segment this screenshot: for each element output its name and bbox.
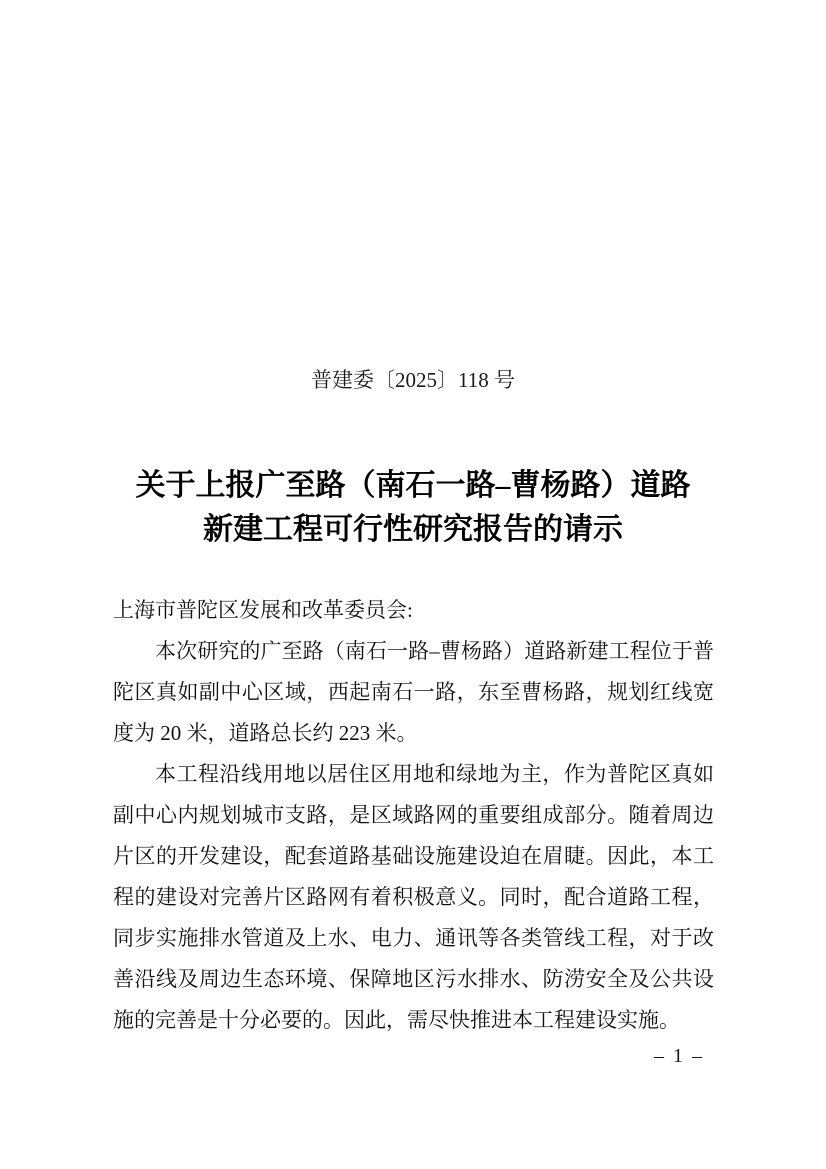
body-paragraph-1: 本次研究的广至路（南石一路–曹杨路）道路新建工程位于普陀区真如副中心区域，西起南石一路，东至曹杨路，规划红线宽度为 20 米，道路总长约 223 米。 bbox=[113, 639, 714, 745]
document-title bbox=[0, 464, 826, 552]
document-body bbox=[113, 590, 714, 1041]
document-title-line-2: 新建工程可行性研究报告的请示 bbox=[203, 513, 623, 546]
page-number: – 1 – bbox=[654, 1045, 704, 1067]
document-title-line-1: 关于上报广至路（南石一路–曹杨路）道路 bbox=[135, 469, 691, 502]
body-paragraph-2: 本工程沿线用地以居住区用地和绿地为主，作为普陀区真如副中心内规划城市支路，是区域路网的重要组成部分。随着周边片区的开发建设，配套道路基础设施建设迫在眉睫。因此，本工程的建设对完善片区路网有着积极意义。同时，配合道路工程，同步实施排水管道及上水、电力、通讯等各类管线工程，对于改善沿线及周边生态环境、保障地区污水排水、防涝安全及公共设施的完善是十分必要的。因此，需尽快推进本工程建设实施。 bbox=[113, 762, 714, 1032]
addressee-line: 上海市普陀区发展和改革委员会: bbox=[113, 598, 413, 622]
document-number: 普建委〔2025〕118 号 bbox=[311, 368, 515, 392]
